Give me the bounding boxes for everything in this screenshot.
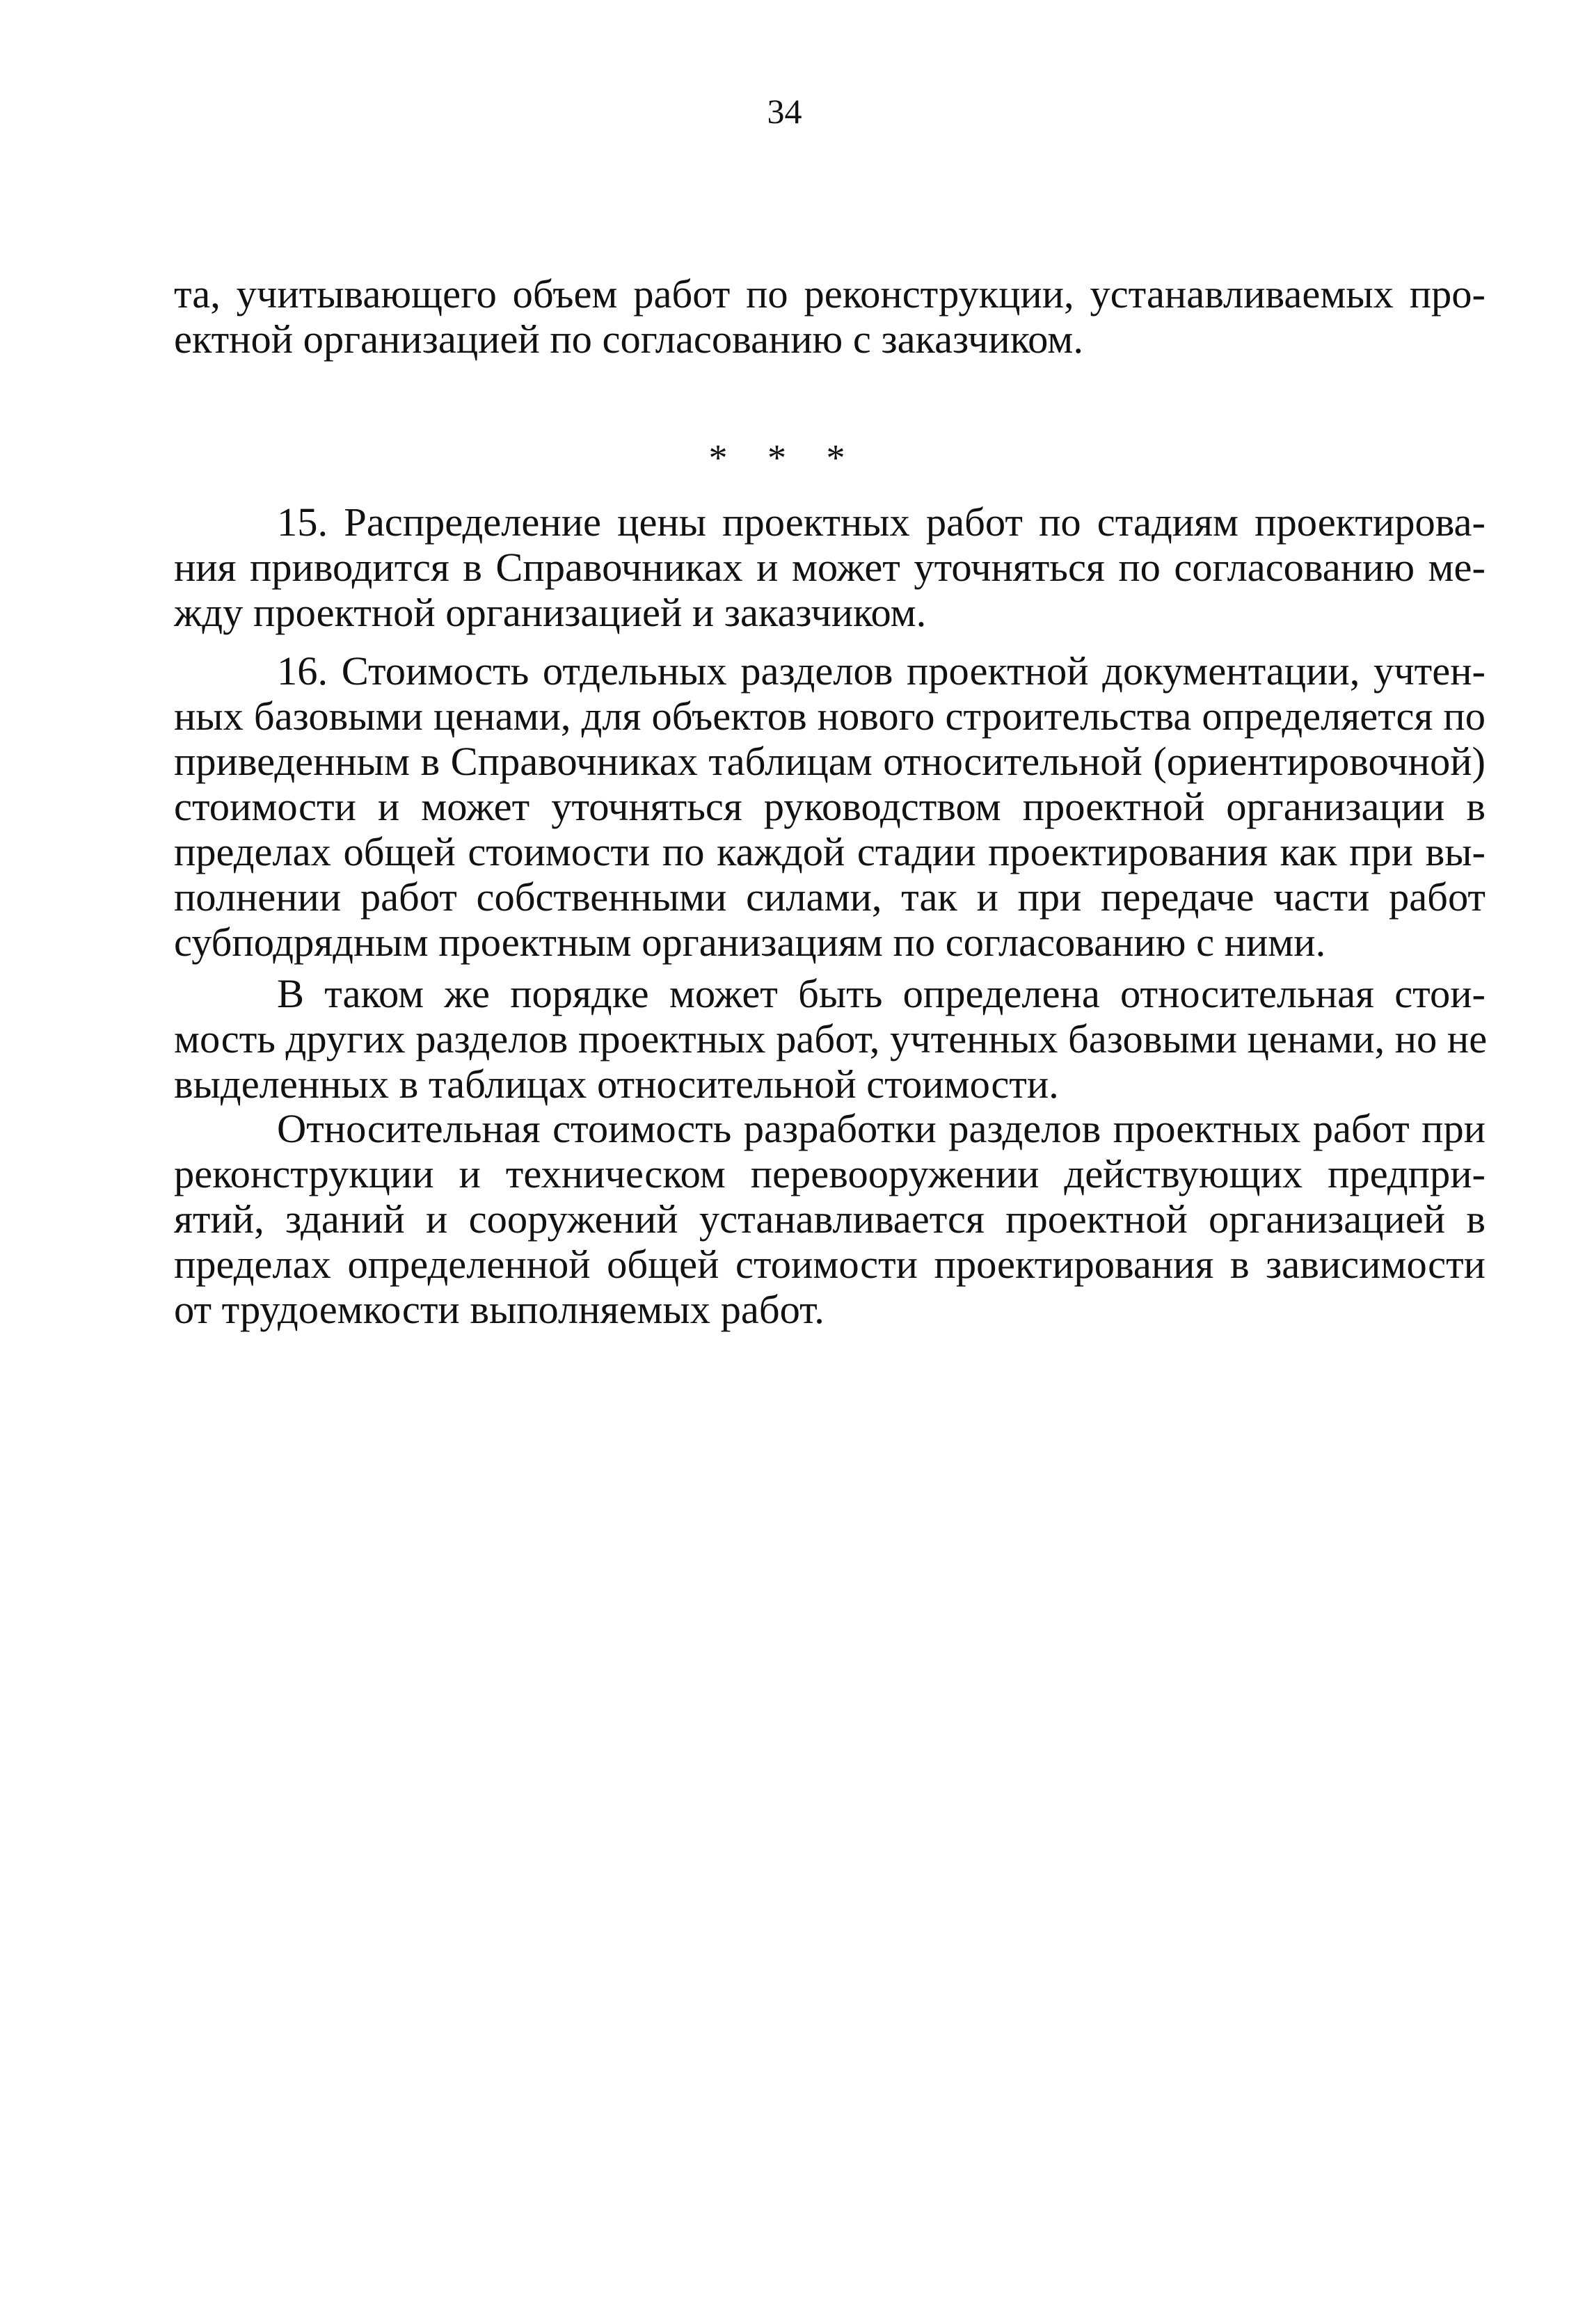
text-line: та, учитывающего объем работ по реконструкции, устанавливаемых про- [174,271,1486,316]
paragraph-16-relative-cost [174,1106,1486,1332]
text-line: 16. Стоимость отдельных разделов проектной документации, учтен- [277,648,1486,694]
text-line: ятий, зданий и сооружений устанавливается проектной организацией в [174,1196,1486,1242]
section-separator: * * * [708,437,861,479]
text-line: мость других разделов проектных работ, учтенных базовыми ценами, но не [174,1016,1488,1061]
text-line: ектной организацией по согласованию с заказчиком. [174,316,1083,362]
paragraph-16 [174,648,1486,965]
text-line: от трудоемкости выполняемых работ. [174,1287,825,1332]
text-line: стоимости и может уточняться руководством проектной организации в [174,784,1486,829]
text-line: В таком же порядке может быть определена относительная стои- [277,971,1486,1016]
text-line: жду проектной организацией и заказчиком. [174,590,927,635]
text-line: ния приводится в Справочниках и может уточняться по согласованию ме- [174,545,1486,590]
text-line: ных базовыми ценами, для объектов нового строительства определяется по [174,694,1486,739]
text-line: Относительная стоимость разработки разделов проектных работ при [277,1106,1486,1151]
text-line: пределах общей стоимости по каждой стадии проектирования как при вы- [174,829,1486,874]
text-line: приведенным в Справочниках таблицам относительной (ориентировочной) [174,739,1486,784]
page-number: 34 [767,92,802,131]
text-line: 15. Распределение цены проектных работ по стадиям проектирова- [277,499,1486,545]
paragraph-continuation [174,271,1486,362]
text-line: реконструкции и техническом перевооружении действующих предпри- [174,1151,1486,1196]
text-line: полнении работ собственными силами, так и при передаче части работ [174,874,1486,920]
paragraph-16-continuation [174,971,1486,1107]
text-line: пределах определенной общей стоимости проектирования в зависимости [174,1242,1486,1287]
paragraph-15 [174,499,1486,635]
text-line: субподрядным проектным организациям по согласованию с ними. [174,920,1326,965]
text-line: выделенных в таблицах относительной стоимости. [174,1061,1059,1107]
